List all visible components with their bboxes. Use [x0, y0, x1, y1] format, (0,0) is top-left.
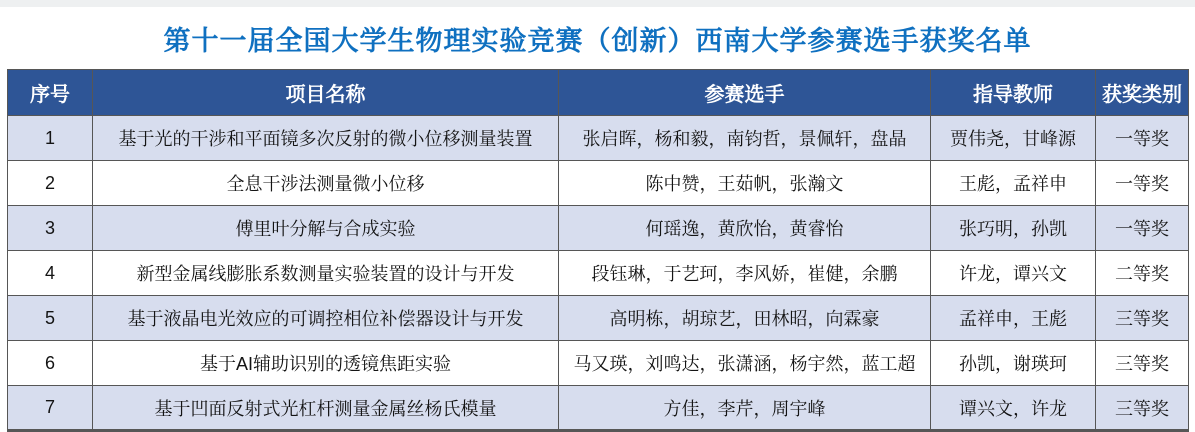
cell-students: 陈中赞，王茹帆，张瀚文	[559, 161, 931, 206]
cell-award: 三等奖	[1096, 386, 1189, 431]
header-cell-project: 项目名称	[93, 70, 559, 116]
cell-students: 高明栋，胡琼艺，田林昭，向霖豪	[559, 296, 931, 341]
table-row	[8, 251, 1189, 296]
table-row	[8, 296, 1189, 341]
cell-teachers: 孟祥申，王彪	[931, 296, 1096, 341]
header-cell-students: 参赛选手	[559, 70, 931, 116]
cell-award: 一等奖	[1096, 161, 1189, 206]
cell-no: 5	[8, 296, 93, 341]
cell-award: 一等奖	[1096, 116, 1189, 161]
cell-project: 基于AI辅助识别的透镜焦距实验	[93, 341, 559, 386]
cell-project: 基于光的干涉和平面镜多次反射的微小位移测量装置	[93, 116, 559, 161]
cell-no: 2	[8, 161, 93, 206]
cell-no: 6	[8, 341, 93, 386]
cell-students: 方佳，李芹，周宇峰	[559, 386, 931, 431]
cell-no: 7	[8, 386, 93, 431]
header-cell-teachers: 指导教师	[931, 70, 1096, 116]
title-bar	[0, 7, 1195, 69]
table-row	[8, 341, 1189, 386]
cell-no: 3	[8, 206, 93, 251]
cell-teachers: 贾伟尧，甘峰源	[931, 116, 1096, 161]
cell-project: 新型金属线膨胀系数测量实验装置的设计与开发	[93, 251, 559, 296]
cell-students: 段钰琳，于艺珂，李风娇，崔健，余鹏	[559, 251, 931, 296]
cell-teachers: 张巧明，孙凯	[931, 206, 1096, 251]
table-row	[8, 161, 1189, 206]
cell-project: 全息干涉法测量微小位移	[93, 161, 559, 206]
cell-award: 一等奖	[1096, 206, 1189, 251]
award-table	[7, 69, 1189, 432]
cell-no: 1	[8, 116, 93, 161]
cell-teachers: 谭兴文，许龙	[931, 386, 1096, 431]
cell-award: 三等奖	[1096, 341, 1189, 386]
table-row	[8, 386, 1189, 431]
table-row	[8, 116, 1189, 161]
cell-teachers: 许龙，谭兴文	[931, 251, 1096, 296]
page-title: 第十一届全国大学生物理实验竞赛（创新）西南大学参赛选手获奖名单	[163, 25, 1032, 56]
cell-award: 二等奖	[1096, 251, 1189, 296]
cell-no: 4	[8, 251, 93, 296]
cell-students: 何瑶逸，黄欣怡，黄睿怡	[559, 206, 931, 251]
table-row	[8, 206, 1189, 251]
table-body	[8, 116, 1189, 431]
header-cell-no: 序号	[8, 70, 93, 116]
header-cell-award: 获奖类别	[1096, 70, 1189, 116]
cell-students: 张启晖，杨和毅，南钧哲，景佩轩，盘晶	[559, 116, 931, 161]
cell-project: 基于液晶电光效应的可调控相位补偿器设计与开发	[93, 296, 559, 341]
cell-project: 基于凹面反射式光杠杆测量金属丝杨氏模量	[93, 386, 559, 431]
cell-teachers: 王彪，孟祥申	[931, 161, 1096, 206]
top-edge-strip	[0, 0, 1195, 7]
cell-project: 傅里叶分解与合成实验	[93, 206, 559, 251]
table-header-row	[8, 70, 1189, 116]
cell-teachers: 孙凯，谢瑛珂	[931, 341, 1096, 386]
cell-award: 三等奖	[1096, 296, 1189, 341]
cell-students: 马又瑛，刘鸣达，张潇涵，杨宇然，蓝工超	[559, 341, 931, 386]
